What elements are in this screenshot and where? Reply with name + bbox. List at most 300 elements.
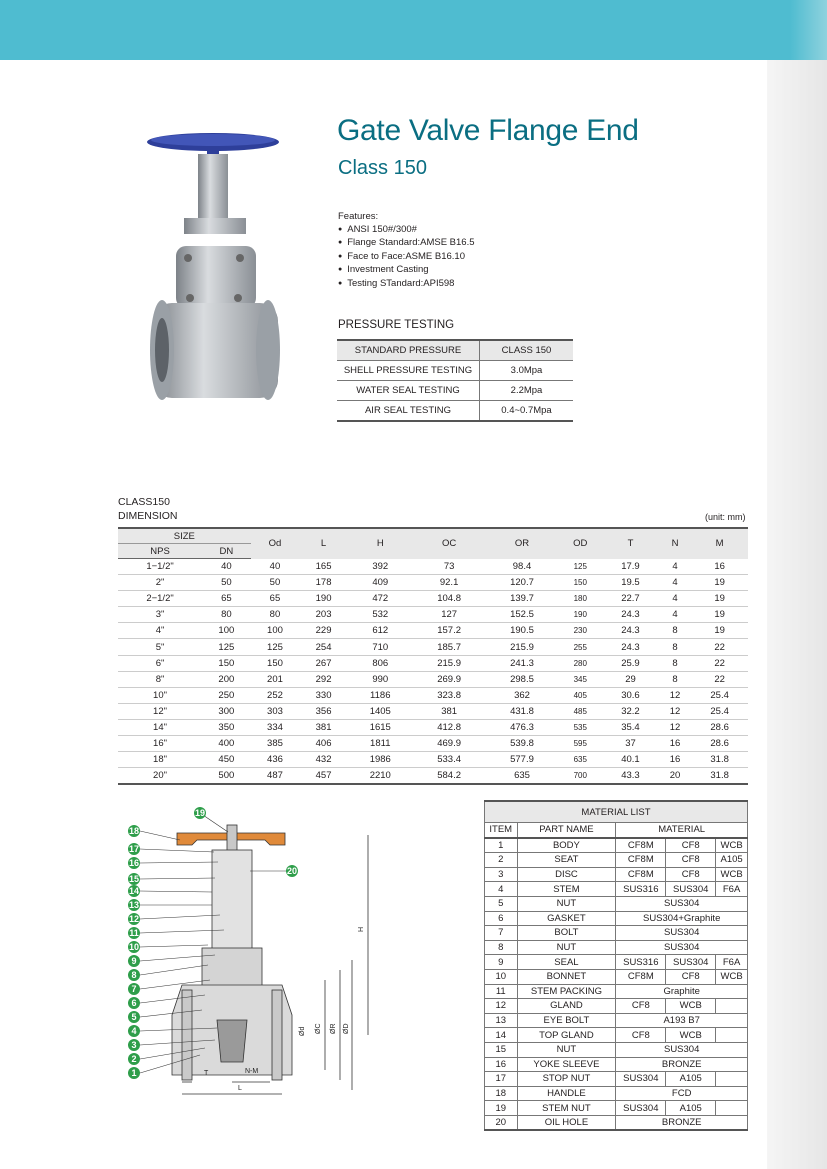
table-cell: 178 [299, 575, 348, 591]
column-header: M [691, 528, 748, 559]
table-cell: 5" [118, 639, 202, 655]
table-row [118, 736, 748, 752]
table-cell: 8 [659, 639, 691, 655]
table-row [485, 1115, 748, 1130]
table-cell: 6 [485, 911, 518, 926]
table-cell: 12 [659, 687, 691, 703]
table-cell: SUS316 [616, 955, 666, 970]
table-row [485, 1057, 748, 1072]
column-header: ITEM [485, 823, 518, 838]
table-cell: BRONZE [616, 1115, 748, 1130]
table-cell: 73 [413, 559, 486, 575]
table-row [337, 401, 573, 422]
table-cell: 43.3 [602, 768, 659, 785]
column-header: MATERIAL [616, 823, 748, 838]
table-cell [716, 1072, 748, 1087]
table-cell: 1986 [348, 752, 413, 768]
table-cell: A105 [666, 1072, 716, 1087]
table-cell: 16" [118, 736, 202, 752]
table-row [485, 867, 748, 882]
material-list-body [485, 838, 748, 1131]
table-row [485, 955, 748, 970]
callout-number: 2 [131, 1054, 137, 1064]
table-cell: SEAL [517, 955, 616, 970]
table-cell: 267 [299, 655, 348, 671]
table-cell: 229 [299, 623, 348, 639]
table-cell: 29 [602, 671, 659, 687]
dim-label-od: ØD [343, 1023, 350, 1034]
table-cell: A193 B7 [616, 1013, 748, 1028]
table-cell [716, 999, 748, 1014]
table-cell: 19 [691, 623, 748, 639]
table-cell: 584.2 [413, 768, 486, 785]
page-subtitle: Class 150 [338, 157, 427, 179]
table-cell: CF8M [616, 969, 666, 984]
table-row [118, 687, 748, 703]
table-cell: NUT [517, 1042, 616, 1057]
table-row [485, 984, 748, 999]
table-cell: SUS304 [616, 926, 748, 941]
table-cell: 100 [202, 623, 251, 639]
table-row [485, 853, 748, 868]
callout-number: 18 [128, 826, 140, 836]
table-cell: 2.2Mpa [480, 381, 574, 401]
table-cell: 19 [691, 591, 748, 607]
callout-number: 14 [128, 886, 140, 896]
table-cell: 30.6 [602, 687, 659, 703]
table-cell: 8 [659, 623, 691, 639]
table-cell: 2 [485, 853, 518, 868]
table-cell: 12 [659, 703, 691, 719]
table-cell: 203 [299, 607, 348, 623]
material-list-table [484, 800, 748, 1131]
table-cell: 37 [602, 736, 659, 752]
table-cell: 3 [485, 867, 518, 882]
table-cell: 24.3 [602, 639, 659, 655]
table-cell: Graphite [616, 984, 748, 999]
table-row [485, 926, 748, 941]
table-cell: FCD [616, 1086, 748, 1101]
table-cell: 180 [558, 591, 602, 607]
callout-number: 20 [286, 866, 298, 876]
table-cell: 139.7 [486, 591, 559, 607]
table-cell: 28.6 [691, 736, 748, 752]
table-row [337, 381, 573, 401]
table-row [485, 940, 748, 955]
table-cell: 539.8 [486, 736, 559, 752]
table-cell: AIR SEAL TESTING [337, 401, 480, 422]
table-cell: 612 [348, 623, 413, 639]
callout-number: 7 [131, 984, 137, 994]
right-margin-strip [767, 60, 827, 1169]
table-cell: 2" [118, 575, 202, 591]
callout-number: 11 [129, 928, 139, 938]
table-row [118, 703, 748, 719]
column-header: STANDARD PRESSURE [337, 340, 480, 361]
table-cell: 2−1/2" [118, 591, 202, 607]
table-cell: 469.9 [413, 736, 486, 752]
table-cell: 2210 [348, 768, 413, 785]
table-cell: 100 [251, 623, 300, 639]
table-cell: CF8 [616, 999, 666, 1014]
table-cell: BONNET [517, 969, 616, 984]
column-header: N [659, 528, 691, 559]
dim-label-or: ØR [330, 1023, 337, 1034]
column-header: T [602, 528, 659, 559]
table-cell: 8 [659, 655, 691, 671]
table-cell: 190.5 [486, 623, 559, 639]
table-cell: 409 [348, 575, 413, 591]
table-cell: 4 [659, 575, 691, 591]
table-cell: 3.0Mpa [480, 361, 574, 381]
table-cell: 11 [485, 984, 518, 999]
table-cell: 280 [558, 655, 602, 671]
table-cell: 577.9 [486, 752, 559, 768]
table-cell: 1405 [348, 703, 413, 719]
table-cell: A105 [666, 1101, 716, 1116]
table-cell [716, 1101, 748, 1116]
table-row [118, 719, 748, 735]
table-cell: CF8 [666, 838, 716, 853]
table-cell: 392 [348, 559, 413, 575]
callout-number: 5 [131, 1012, 137, 1022]
table-cell: 269.9 [413, 671, 486, 687]
table-cell: 432 [299, 752, 348, 768]
table-cell: WCB [716, 867, 748, 882]
table-cell: 65 [251, 591, 300, 607]
top-banner [0, 0, 827, 60]
table-cell: CF8M [616, 853, 666, 868]
table-cell: 381 [299, 719, 348, 735]
table-row [485, 1101, 748, 1116]
table-cell: 10" [118, 687, 202, 703]
table-cell: 3" [118, 607, 202, 623]
table-row [118, 752, 748, 768]
table-cell: 500 [202, 768, 251, 785]
table-cell: 1186 [348, 687, 413, 703]
valve-section-drawing [120, 800, 380, 1105]
features-list [338, 224, 475, 292]
table-cell: BODY [517, 838, 616, 853]
table-cell: 12" [118, 703, 202, 719]
callout-number: 15 [128, 874, 140, 884]
size-header: SIZE [118, 528, 251, 544]
table-cell: 334 [251, 719, 300, 735]
column-header: OR [486, 528, 559, 559]
table-row [485, 1086, 748, 1101]
features-heading: Features: [338, 211, 379, 222]
table-cell: 6" [118, 655, 202, 671]
table-row [485, 969, 748, 984]
callout-number: 10 [128, 942, 140, 952]
table-cell: 20" [118, 768, 202, 785]
table-cell: 436 [251, 752, 300, 768]
table-cell: 635 [558, 752, 602, 768]
table-row [485, 1013, 748, 1028]
table-cell: 17.9 [602, 559, 659, 575]
table-cell: 104.8 [413, 591, 486, 607]
table-cell: STOP NUT [517, 1072, 616, 1087]
table-cell: 25.4 [691, 687, 748, 703]
table-cell: WCB [716, 969, 748, 984]
table-cell: 32.2 [602, 703, 659, 719]
table-cell: 65 [202, 591, 251, 607]
table-cell: 1615 [348, 719, 413, 735]
table-cell: 457 [299, 768, 348, 785]
dim-label-nm: N-M [245, 1068, 259, 1075]
table-cell: 22.7 [602, 591, 659, 607]
callout-number: 3 [131, 1040, 137, 1050]
table-cell: CF8M [616, 867, 666, 882]
table-cell: 125 [202, 639, 251, 655]
table-cell: 24.3 [602, 623, 659, 639]
feature-item: ● Flange Standard:AMSE B16.5 [338, 237, 475, 251]
table-cell: 14" [118, 719, 202, 735]
dimension-table [118, 527, 748, 785]
table-row [118, 639, 748, 655]
table-cell: SUS304 [616, 896, 748, 911]
table-cell: 22 [691, 655, 748, 671]
table-cell: 250 [202, 687, 251, 703]
table-row [485, 999, 748, 1014]
table-cell: CF8 [616, 1028, 666, 1043]
table-cell: 255 [558, 639, 602, 655]
table-cell: SUS304 [666, 955, 716, 970]
table-row [118, 655, 748, 671]
table-cell: OIL HOLE [517, 1115, 616, 1130]
table-cell [716, 1028, 748, 1043]
table-cell: GLAND [517, 999, 616, 1014]
table-cell: 1−1/2" [118, 559, 202, 575]
table-cell: TOP GLAND [517, 1028, 616, 1043]
table-cell: DISC [517, 867, 616, 882]
column-header: H [348, 528, 413, 559]
table-cell: 28.6 [691, 719, 748, 735]
table-cell: 190 [558, 607, 602, 623]
table-cell: 10 [485, 969, 518, 984]
unit-note: (unit: mm) [705, 512, 746, 522]
table-cell: 19 [691, 607, 748, 623]
table-cell: 25.4 [691, 703, 748, 719]
callout-number: 4 [131, 1026, 137, 1036]
table-cell: 50 [251, 575, 300, 591]
table-row [118, 559, 748, 575]
table-cell: 215.9 [486, 639, 559, 655]
callout-number: 6 [131, 998, 137, 1008]
pressure-testing-table [337, 339, 573, 422]
table-cell: CF8 [666, 867, 716, 882]
table-cell: WCB [666, 1028, 716, 1043]
dim-label-oc: ØC [315, 1023, 322, 1034]
table-cell: 31.8 [691, 768, 748, 785]
table-cell: 381 [413, 703, 486, 719]
callout-number: 16 [128, 858, 140, 868]
table-cell: 330 [299, 687, 348, 703]
table-cell: 292 [299, 671, 348, 687]
table-cell: SUS304 [616, 1072, 666, 1087]
table-cell: WCB [716, 838, 748, 853]
table-cell: 150 [558, 575, 602, 591]
table-cell: 19.5 [602, 575, 659, 591]
column-header: OD [558, 528, 602, 559]
table-cell: 990 [348, 671, 413, 687]
table-cell: 485 [558, 703, 602, 719]
table-row [118, 607, 748, 623]
column-header: CLASS 150 [480, 340, 574, 361]
table-cell: 20 [485, 1115, 518, 1130]
gate-valve-photo [140, 128, 290, 423]
column-header: Od [251, 528, 300, 559]
column-header: NPS [118, 544, 202, 559]
table-cell: STEM [517, 882, 616, 897]
table-cell: 472 [348, 591, 413, 607]
table-cell: 157.2 [413, 623, 486, 639]
table-cell: 356 [299, 703, 348, 719]
table-cell: CF8 [666, 853, 716, 868]
table-cell: 406 [299, 736, 348, 752]
callout-number: 9 [131, 956, 137, 966]
table-cell: 4" [118, 623, 202, 639]
table-cell: 31.8 [691, 752, 748, 768]
table-cell: 7 [485, 926, 518, 941]
table-cell: 533.4 [413, 752, 486, 768]
column-header: PART NAME [517, 823, 616, 838]
table-row [485, 1028, 748, 1043]
table-cell: 200 [202, 671, 251, 687]
table-cell: 254 [299, 639, 348, 655]
table-cell: WATER SEAL TESTING [337, 381, 480, 401]
table-cell: 19 [691, 575, 748, 591]
table-row [485, 1072, 748, 1087]
table-cell: 8" [118, 671, 202, 687]
callout-number: 1 [131, 1068, 137, 1078]
dimension-table-body [118, 559, 748, 785]
table-cell: 16 [659, 736, 691, 752]
material-list-caption: MATERIAL LIST [485, 801, 748, 823]
table-cell: 190 [299, 591, 348, 607]
table-row [118, 671, 748, 687]
table-cell: STEM NUT [517, 1101, 616, 1116]
table-row [485, 882, 748, 897]
table-cell: 405 [558, 687, 602, 703]
table-row [337, 361, 573, 381]
table-cell: 412.8 [413, 719, 486, 735]
table-cell: 635 [486, 768, 559, 785]
table-cell: 13 [485, 1013, 518, 1028]
table-cell: YOKE SLEEVE [517, 1057, 616, 1072]
table-cell: 0.4~0.7Mpa [480, 401, 574, 422]
table-cell: 16 [485, 1057, 518, 1072]
table-cell: 150 [251, 655, 300, 671]
table-cell: 4 [659, 591, 691, 607]
dim-label-h: H [358, 926, 365, 932]
pressure-testing-heading: PRESSURE TESTING [338, 319, 455, 331]
table-cell: 303 [251, 703, 300, 719]
table-cell: 17 [485, 1072, 518, 1087]
dimension-caption [118, 495, 178, 523]
table-cell: 215.9 [413, 655, 486, 671]
table-cell: 450 [202, 752, 251, 768]
table-cell: 487 [251, 768, 300, 785]
table-cell: 22 [691, 639, 748, 655]
table-cell: 4 [485, 882, 518, 897]
table-cell: 35.4 [602, 719, 659, 735]
table-cell: SUS304 [616, 940, 748, 955]
table-cell: 120.7 [486, 575, 559, 591]
table-cell: 22 [691, 671, 748, 687]
table-cell: 125 [251, 639, 300, 655]
column-header: OC [413, 528, 486, 559]
table-cell: 230 [558, 623, 602, 639]
table-cell: 40 [251, 559, 300, 575]
table-cell: EYE BOLT [517, 1013, 616, 1028]
table-cell: CF8M [616, 838, 666, 853]
table-cell: 12 [659, 719, 691, 735]
table-cell: 1811 [348, 736, 413, 752]
table-cell: 350 [202, 719, 251, 735]
table-cell: 5 [485, 896, 518, 911]
column-header: L [299, 528, 348, 559]
table-cell: 18 [485, 1086, 518, 1101]
callout-number: 19 [194, 808, 206, 818]
table-cell: F6A [716, 955, 748, 970]
feature-item: ● Testing STandard:API598 [338, 278, 475, 292]
table-cell: GASKET [517, 911, 616, 926]
features-block [338, 211, 475, 291]
table-cell: SUS304+Graphite [616, 911, 748, 926]
table-cell: 165 [299, 559, 348, 575]
table-row [118, 768, 748, 785]
table-row [485, 911, 748, 926]
callout-number: 8 [131, 970, 137, 980]
table-cell: 362 [486, 687, 559, 703]
dimension-label: DIMENSION [118, 510, 178, 522]
table-cell: 80 [202, 607, 251, 623]
callout-number: 13 [128, 900, 140, 910]
table-cell: 152.5 [486, 607, 559, 623]
table-cell: 18" [118, 752, 202, 768]
dimension-class-label: CLASS150 [118, 496, 170, 508]
table-cell: 4 [659, 607, 691, 623]
table-cell: SUS304 [666, 882, 716, 897]
table-cell: 4 [659, 559, 691, 575]
feature-item: ● ANSI 150#/300# [338, 224, 475, 238]
table-cell: WCB [666, 999, 716, 1014]
table-cell: NUT [517, 896, 616, 911]
table-cell: 700 [558, 768, 602, 785]
table-cell: 252 [251, 687, 300, 703]
table-cell: 300 [202, 703, 251, 719]
feature-item: ● Face to Face:ASME B16.10 [338, 251, 475, 265]
top-banner-corner [790, 0, 827, 60]
table-cell: BOLT [517, 926, 616, 941]
table-cell: 92.1 [413, 575, 486, 591]
table-cell: 40.1 [602, 752, 659, 768]
table-cell: 431.8 [486, 703, 559, 719]
table-cell: 15 [485, 1042, 518, 1057]
table-cell: 40 [202, 559, 251, 575]
table-cell: 150 [202, 655, 251, 671]
table-row [485, 1042, 748, 1057]
dim-label-od-small: Ød [299, 1026, 306, 1036]
table-row [485, 838, 748, 853]
table-cell: 385 [251, 736, 300, 752]
table-cell: SHELL PRESSURE TESTING [337, 361, 480, 381]
table-cell: SUS304 [616, 1042, 748, 1057]
table-cell: 595 [558, 736, 602, 752]
table-cell: 125 [558, 559, 602, 575]
table-cell: 25.9 [602, 655, 659, 671]
